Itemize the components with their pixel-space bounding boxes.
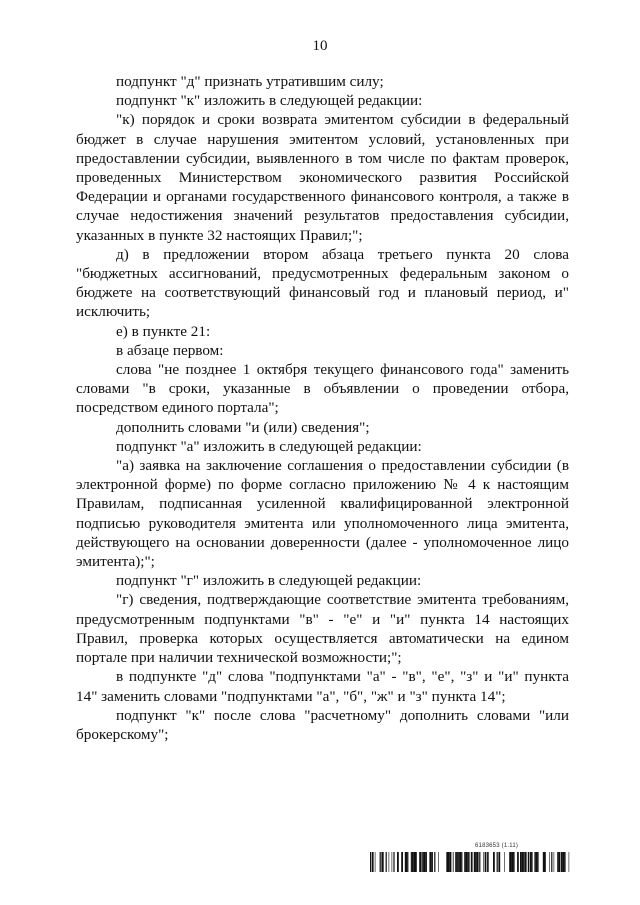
paragraph-6: в абзаце первом: [116, 341, 224, 359]
paragraph-5: е) в пункте 21: [116, 322, 211, 340]
paragraph-1: подпункт "д" признать утратившим силу; [116, 73, 384, 90]
paragraph-3: "к) порядок и сроки возврата эмитентом субсидии в федеральный бюджет в случае нарушения эмитентом условий, установленных при предоставлении субсидии, выявленного в том числе по фактам проверок, проведенных Министерством экономического развития Российской Федерации и органами государственного финансового контроля, а также в случае недостижения значений результатов предоставления субсидии, указанных в пункте 32 настоящих Правил;"; [76, 111, 569, 244]
paragraph-4: д) в предложении втором абзаца третьего пункта 20 слова "бюджетных ассигнований, предусмотренных федеральным законом о бюджете на соответствующий финансовый год и плановый период, и" исключить; [76, 245, 569, 321]
paragraph-8: дополнить словами "и (или) сведения"; [116, 418, 370, 436]
paragraph-14: подпункт "к" после слова "расчетному" дополнить словами "или брокерскому"; [76, 706, 569, 743]
paragraph-13: в подпункте "д" слова "подпунктами "а" - "в", "е", "з" и "и" пункта 14" заменить словами "подпунктами "а", "б", "ж" и "з" пункта 14"; [76, 668, 569, 705]
paragraph-10: "а) заявка на заключение соглашения о предоставлении субсидии (в электронной форме) по форме согласно приложению № 4 к настоящим Правилам, подписанная усиленной квалифицированной электронной подписью руководителя эмитента или уполномоченного лица эмитента, действующего на основании доверенности (далее - уполномоченное лицо эмитента);"; [76, 457, 569, 571]
page-number: 10 [312, 38, 328, 54]
paragraph-9: подпункт "а" изложить в следующей редакции: [116, 437, 422, 455]
paragraph-7: слова "не позднее 1 октября текущего финансового года" заменить словами "в сроки, указанные в объявлении о проведении отбора, посредством единого портала"; [76, 361, 569, 417]
paragraph-2: подпункт "к" изложить в следующей редакции: [116, 92, 423, 110]
paragraph-11: подпункт "г" изложить в следующей редакции: [116, 572, 422, 590]
document-body [76, 72, 569, 744]
barcode-image [370, 852, 570, 872]
paragraph-12: "г) сведения, подтверждающие соответствие эмитента требованиям, предусмотренным подпунктами "в" - "е" и "и" пункта 14 настоящих Правил, проверка которых осуществляется автоматически на едином портале при наличии технической возможности;"; [76, 591, 569, 667]
document-code: 6183653 (1.11) [475, 843, 519, 849]
